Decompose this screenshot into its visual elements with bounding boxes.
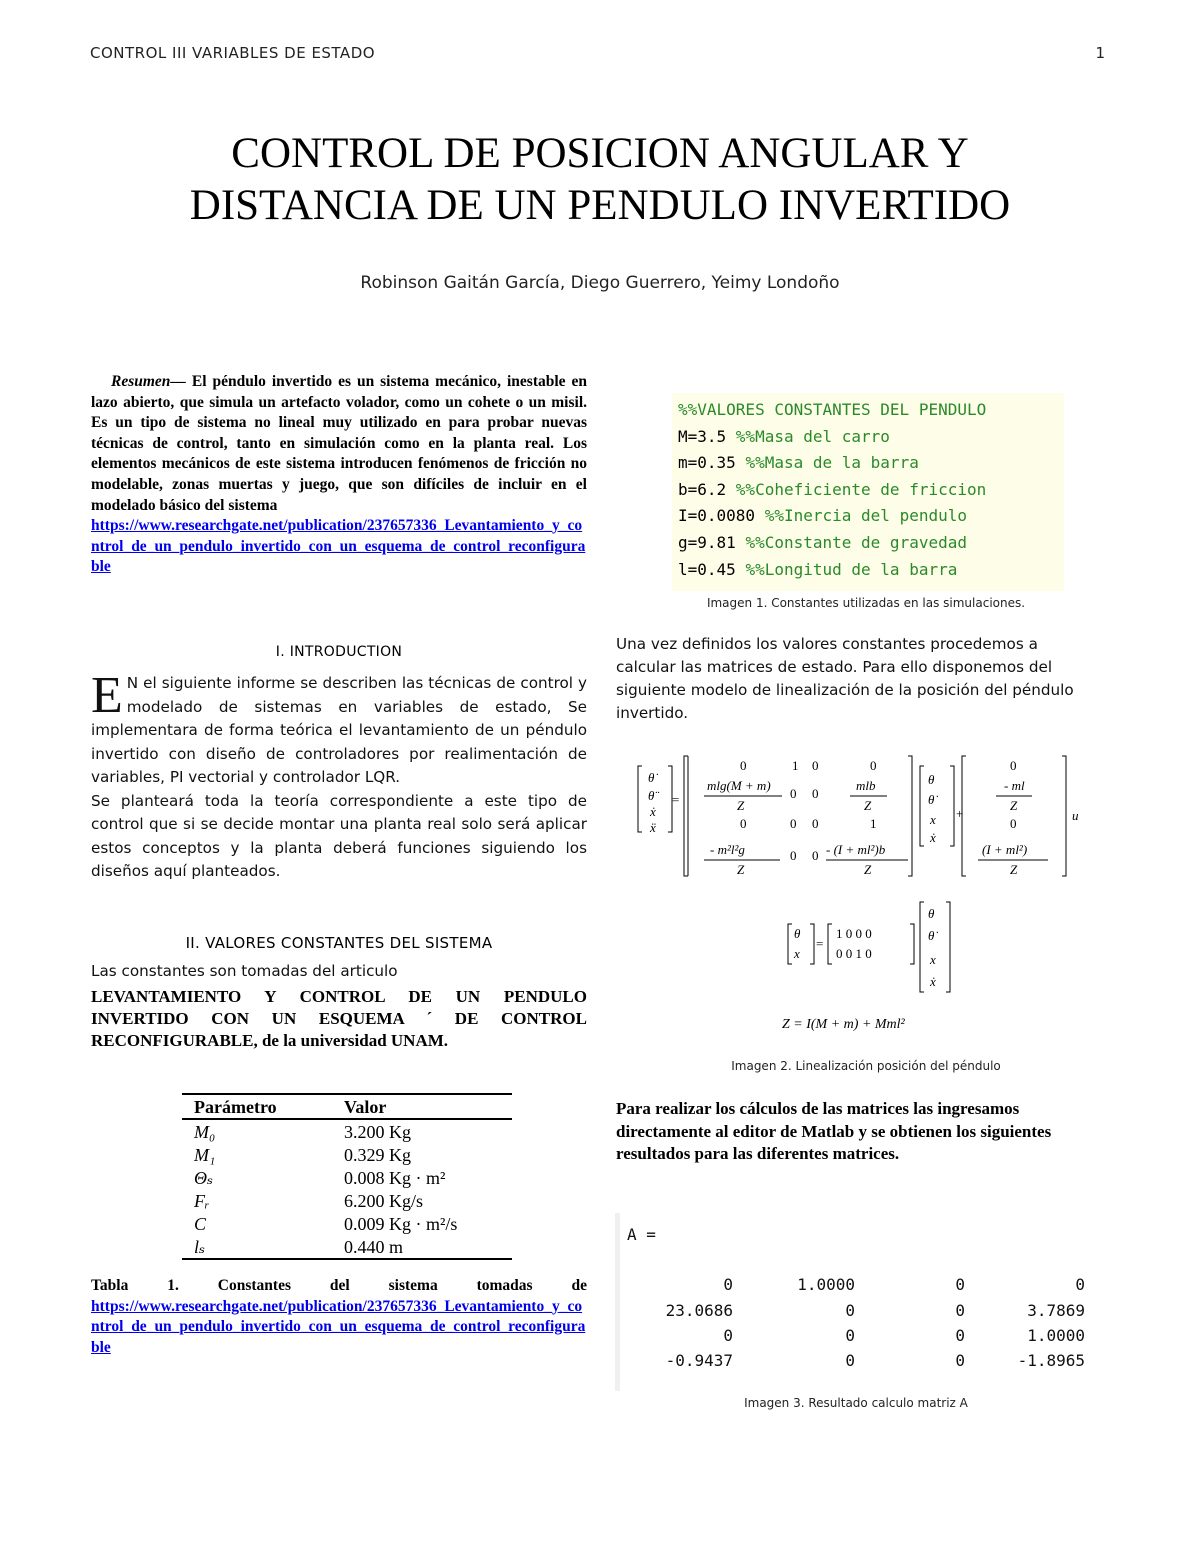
table-caption-link[interactable]: https://www.researchgate.net/publication/237657336_Levantamiento_y_control_de_un_pendulo_invertido_con_un_esquema_de_control_reconfigurable [91, 1297, 586, 1356]
svg-text:Z: Z [1010, 862, 1018, 877]
svg-text:0: 0 [1010, 816, 1017, 831]
svg-text:0: 0 [812, 816, 819, 831]
svg-text:- (I + ml²)b: - (I + ml²)b [826, 842, 886, 857]
code-line: m=0.35 %%Masa de la barra [678, 453, 919, 473]
table-cell: 0.329 Kg [344, 1144, 411, 1165]
matrix-row: 0 1.0000 0 0 [723, 1275, 1085, 1294]
paper-title [0, 128, 1200, 232]
introduction-paragraph-2: Se planteará toda la teoría correspondiente a este tipo de control que si se decide montar una planta real solo será aplicar estos conceptos y la planta deberá funciones siguiendo los diseños aquí planteados. [91, 791, 587, 880]
abstract-label: Resumen— [111, 373, 186, 390]
dropcap: E [91, 667, 123, 724]
svg-text:Z: Z [1010, 798, 1018, 813]
section-heading-constants: II. VALORES CONSTANTES DEL SISTEMA [185, 934, 493, 952]
image-1-caption: Imagen 1. Constantes utilizadas en las simulaciones. [706, 596, 1026, 610]
linearization-intro: Una vez definidos los valores constantes procedemos a calcular las matrices de estado. Para ello disponemos del siguiente modelo de linealización de la posición del péndulo invertido. [616, 635, 1074, 722]
svg-text:0 0 1 0: 0 0 1 0 [836, 946, 872, 961]
code-line: b=6.2 %%Coheficiente de friccion [678, 479, 987, 499]
svg-text:0: 0 [812, 786, 819, 801]
svg-text:Z: Z [737, 862, 745, 877]
table-cell: 0.009 Kg · m²/s [344, 1213, 458, 1234]
title-line-2: DISTANCIA DE UN PENDULO INVERTIDO [189, 182, 1011, 229]
svg-text:θ̈: θ̈ [648, 788, 655, 803]
svg-text:Z: Z [864, 862, 872, 877]
svg-text:0: 0 [870, 758, 877, 773]
input-u: u [1072, 808, 1079, 823]
svg-text:ẋ: ẋ [930, 830, 936, 845]
table-row [182, 1166, 512, 1189]
table-caption-text: Tabla 1. Constantes del sistema tomadas de [91, 1277, 587, 1294]
code-line: I=0.0080 %%Inercia del pendulo [678, 506, 967, 526]
table-cell: C [194, 1213, 207, 1234]
svg-text:(I + ml²): (I + ml²) [982, 842, 1028, 857]
matrix-a-label: A = [627, 1225, 656, 1244]
abstract-link[interactable]: https://www.researchgate.net/publication/237657336_Levantamiento_y_control_de_un_pendulo_invertido_con_un_esquema_de_control_reconfigurable [91, 517, 586, 576]
svg-text:0: 0 [812, 758, 819, 773]
svg-text:x: x [930, 952, 936, 967]
svg-text:ẋ: ẋ [930, 974, 936, 989]
table-header-parameter: Parámetro [182, 1094, 332, 1119]
table-cell: lₛ [194, 1236, 206, 1257]
article-reference: LEVANTAMIENTO Y CONTROL DE UN PENDULO INVERTIDO CON UN ESQUEMA ´ DE CONTROL RECONFIGURABLE, de la universidad UNAM. [91, 987, 587, 1050]
svg-text:θ: θ [794, 926, 801, 941]
introduction-paragraph-1: N el siguiente informe se describen las técnicas de control y modelado de sistemas en variables de estado, Se implementara de forma teórica el levantamiento de un péndulo invertido con diseño de controladores por realimentación de variables, PI vectorial y controlador LQR. [91, 674, 587, 786]
svg-text:1: 1 [792, 758, 799, 773]
svg-text:1: 1 [870, 816, 877, 831]
table-caption [91, 1276, 587, 1358]
table-cell: 3.200 Kg [344, 1121, 411, 1142]
authors: Robinson Gaitán García, Diego Guerrero, Yeimy Londoño [360, 273, 840, 293]
svg-text:Z: Z [864, 798, 872, 813]
matlab-results-intro: Para realizar los cálculos de las matrices las ingresamos directamente al editor de Matlab y se obtienen los siguientes resultados para las diferentes matrices. [616, 1099, 1052, 1163]
table-row [182, 1143, 512, 1166]
image-3-caption: Imagen 3. Resultado calculo matriz A [744, 1396, 968, 1410]
code-line: g=9.81 %%Constante de gravedad [678, 532, 967, 552]
svg-text:Z: Z [737, 798, 745, 813]
svg-text:θ: θ [928, 906, 935, 921]
page-number: 1 [1095, 44, 1105, 62]
svg-text:θ̇: θ̇ [928, 928, 935, 943]
abstract-text: El péndulo invertido es un sistema mecánico, inestable en lazo abierto, que simula un artefacto volador, como un cohete o un misil. Es un tipo de sistema no lineal muy utilizado en para probar nuevas técnicas de control, tanto en simulación como en la planta real. Los elementos mecánicos de este sistema introducen fenómenos de fricción no modelable, zonas muertas y juego, que son difíciles de incluir en el modelado básico del sistema [91, 373, 587, 514]
svg-text:0: 0 [790, 816, 797, 831]
svg-text:=: = [672, 792, 680, 807]
svg-text:0: 0 [1010, 758, 1017, 773]
svg-text:0: 0 [790, 848, 797, 863]
section-heading-introduction: I. INTRODUCTION [275, 644, 403, 660]
svg-text:θ̇: θ̇ [648, 770, 655, 785]
svg-text:0: 0 [790, 786, 797, 801]
svg-text:- ml: - ml [1004, 778, 1025, 793]
table-cell: M₁ [194, 1144, 216, 1165]
svg-text:ẍ: ẍ [650, 820, 656, 835]
image-2-caption: Imagen 2. Linealización posición del péndulo [731, 1059, 1001, 1073]
code-line: M=3.5 %%Masa del carro [678, 426, 890, 446]
svg-text:1 0 0 0: 1 0 0 0 [836, 926, 872, 941]
parameters-table-wrap [182, 1093, 512, 1260]
parameters-table [182, 1093, 512, 1260]
table-cell: 0.008 Kg · m² [344, 1167, 446, 1188]
table-cell: 0.440 m [344, 1236, 404, 1257]
linearization-equation [612, 752, 1102, 1042]
matrix-a-output [615, 1213, 1095, 1391]
svg-text:+: + [956, 806, 964, 821]
table-header-value: Valor [332, 1094, 512, 1119]
constants-intro: Las constantes son tomadas del articulo [91, 962, 398, 980]
code-line: l=0.45 %%Longitud de la barra [678, 559, 958, 579]
table-row [182, 1235, 512, 1259]
svg-text:ẋ: ẋ [650, 804, 656, 819]
svg-text:θ: θ [928, 772, 935, 787]
svg-text:mlb: mlb [856, 778, 876, 793]
svg-text:0: 0 [740, 758, 747, 773]
z-definition: Z = I(M + m) + Mml² [782, 1017, 905, 1032]
code-line: %%VALORES CONSTANTES DEL PENDULO [678, 400, 987, 419]
title-line-1: CONTROL DE POSICION ANGULAR Y [231, 130, 969, 177]
introduction-body [91, 667, 587, 884]
matrix-row: -0.9437 0 0 -1.8965 [665, 1351, 1085, 1370]
table-cell: Θₛ [194, 1167, 214, 1188]
matrix-row: 23.0686 0 0 3.7869 [665, 1301, 1085, 1320]
matrix-row: 0 0 0 1.0000 [723, 1326, 1085, 1345]
running-header: CONTROL III VARIABLES DE ESTADO [90, 44, 376, 62]
svg-text:- m²l²g: - m²l²g [710, 842, 745, 857]
abstract [91, 372, 587, 578]
table-cell: 6.200 Kg/s [344, 1190, 424, 1211]
matlab-code-block [672, 393, 1064, 591]
svg-text:mlg(M + m): mlg(M + m) [707, 778, 771, 793]
svg-text:0: 0 [740, 816, 747, 831]
svg-text:x: x [930, 812, 936, 827]
table-row [182, 1119, 512, 1143]
svg-text:=: = [816, 936, 824, 951]
svg-text:0: 0 [812, 848, 819, 863]
table-row [182, 1189, 512, 1212]
table-cell: M₀ [194, 1121, 216, 1142]
table-row [182, 1212, 512, 1235]
svg-text:x: x [794, 946, 800, 961]
svg-text:θ̇: θ̇ [928, 792, 935, 807]
table-cell: Fᵣ [194, 1190, 210, 1211]
